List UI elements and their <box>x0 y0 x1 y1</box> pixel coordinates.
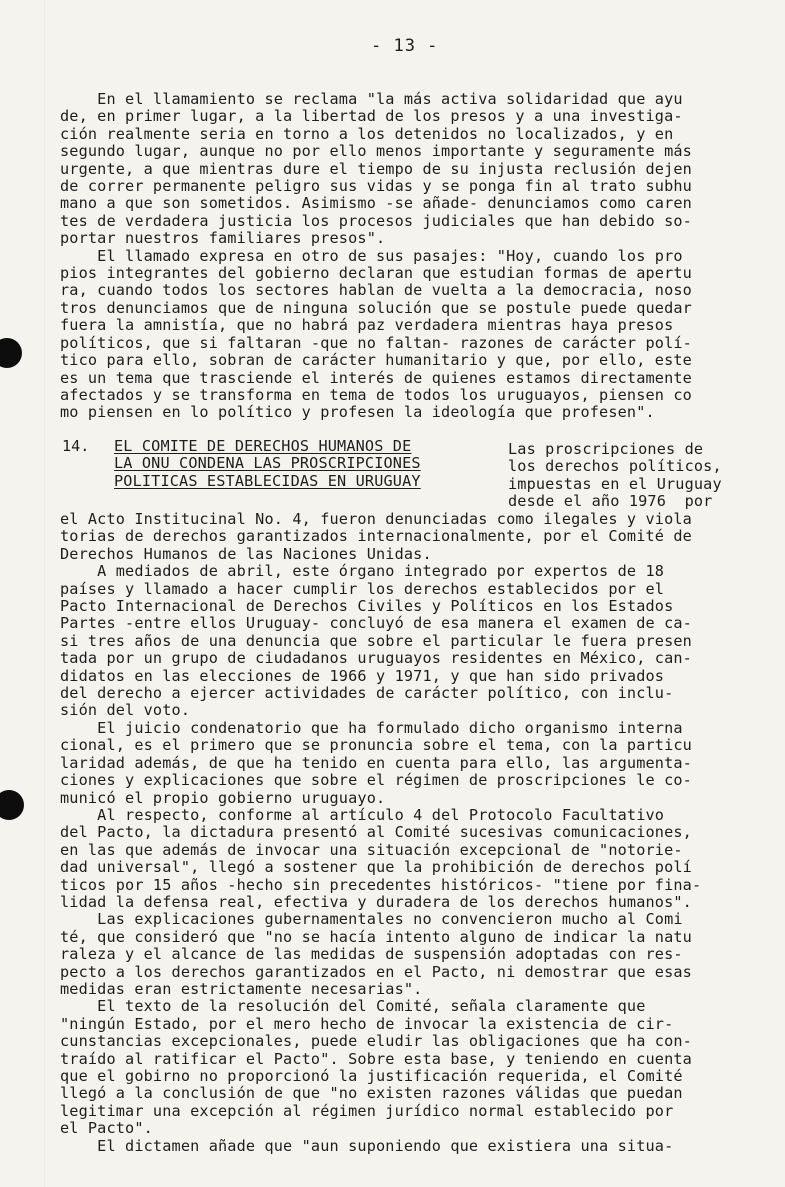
text-line: dad universal", llegó a sostener que la prohibición de derechos polí <box>60 858 692 877</box>
text-line: didatos en las elecciones de 1966 y 1971, y que han sido privados <box>60 666 665 685</box>
text-line: llegó a la conclusión de que "no existen razones válidas que puedan <box>60 1084 683 1103</box>
text-line: políticos, que si faltaran -que no faltan- razones de carácter polí- <box>60 333 692 352</box>
text-line: de, en primer lugar, a la libertad de los presos y a una investiga- <box>60 107 683 126</box>
text-line: del derecho a ejercer actividades de carácter político, con inclu- <box>60 684 674 703</box>
text-line: torias de derechos garantizados internacionalmente, por el Comité de <box>60 527 692 546</box>
text-line: El juicio condenatorio que ha formulado dicho organismo interna <box>60 718 683 737</box>
text-line: té, que consideró que "no se hacía intento alguno de indicar la natu <box>60 927 692 946</box>
text-line: "ningún Estado, por el mero hecho de invocar la existencia de cir- <box>60 1014 674 1033</box>
text-line: el Pacto". <box>60 1119 153 1138</box>
text-line: Las explicaciones gubernamentales no convencieron mucho al Comi <box>60 910 683 929</box>
text-line: cional, es el primero que se pronuncia sobre el tema, con la particu <box>60 736 692 755</box>
page-margin <box>44 0 45 1187</box>
text-line: segundo lugar, aunque no por ello menos importante y seguramente más <box>60 142 692 161</box>
text-line: tico para ello, sobran de carácter humanitario y que, por ello, este <box>60 351 692 370</box>
text-line: ticos por 15 años -hecho sin precedentes históricos- "tiene por fina- <box>60 875 702 894</box>
text-line: ra, cuando todos los sectores hablan de vuelta a la democracia, noso <box>60 281 692 300</box>
text-line: países y llamado a hacer cumplir los derechos establecidos por el <box>60 579 665 598</box>
text-line: cunstancias excepcionales, puede eludir las obligaciones que ha con- <box>60 1032 692 1051</box>
text-line: es un tema que trasciende el interés de quienes estamos directamente <box>60 368 692 387</box>
section-title <box>114 438 454 490</box>
punch-hole-bottom <box>0 790 24 820</box>
text-line: del Pacto, la dictadura presentó al Comité sucesivas comunicaciones, <box>60 823 692 842</box>
text-line: pecto a los derechos garantizados en el Pacto, ni demostrar que esas <box>60 962 692 981</box>
text-line: ción realmente seria en torno a los detenidos no localizados, y en <box>60 124 674 143</box>
text-line: El dictamen añade que "aun suponiendo que existiera una situa- <box>60 1136 674 1155</box>
text-line: afectados y se transforma en tema de todos los uruguayos, piensen co <box>60 385 692 404</box>
intro-line: desde el año 1976 por <box>508 492 713 511</box>
text-line: medidas eran estrictamente necesarias". <box>60 979 423 998</box>
text-line: el Acto Institucinal No. 4, fueron denunciadas como ilegales y viola <box>60 510 692 528</box>
title-line: EL COMITE DE DERECHOS HUMANOS DE <box>114 437 412 455</box>
text-line: tes de verdadera justicia los procesos judiciales que han debido so- <box>60 211 692 230</box>
text-line: si tres años de una denuncia que sobre el particular le fuera presen <box>60 631 692 650</box>
text-line: tros denunciamos que de ninguna solución que se postule puede quedar <box>60 298 692 317</box>
text-line: mano a que son sometidos. Asimismo -se añade- denunciamos como caren <box>60 194 692 213</box>
section-paragraphs-1 <box>60 91 760 422</box>
section-intro <box>508 441 770 511</box>
intro-line: los derechos políticos, <box>508 457 722 476</box>
text-line: Pacto Internacional de Derechos Civiles y Políticos en los Estados <box>60 597 674 616</box>
title-line: LA ONU CONDENA LAS PROSCRIPCIONES <box>114 454 421 473</box>
punch-hole-top <box>0 338 22 368</box>
text-line: Derechos Humanos de las Naciones Unidas. <box>60 544 432 563</box>
page-number: - 13 - <box>371 36 439 56</box>
intro-line: impuestas en el Uruguay <box>508 474 722 493</box>
text-line: laridad además, de que ha tenido en cuenta para ello, las argumenta- <box>60 753 692 772</box>
text-line: urgente, a que mientras dure el tiempo de su injusta reclusión dejen <box>60 159 692 178</box>
text-line: mo piensen en lo político y profesen la ideología que profesen". <box>60 403 655 422</box>
text-line: tada por un grupo de ciudadanos uruguayos residentes en México, can- <box>60 649 692 668</box>
text-line: Partes -entre ellos Uruguay- concluyó de esa manera el examen de ca- <box>60 614 692 633</box>
text-line: A mediados de abril, este órgano integrado por expertos de 18 <box>60 562 665 581</box>
text-line: que el gobirno no proporcionó la justificación requerida, el Comité <box>60 1067 683 1085</box>
text-line: pios integrantes del gobierno declaran que estudian formas de apertu <box>60 264 692 283</box>
text-line: raleza y el alcance de las medidas de suspensión adoptadas con res- <box>60 945 683 964</box>
text-line: sión del voto. <box>60 701 191 720</box>
text-line: fuera la amnistía, que no habrá paz verdadera mientras haya presos <box>60 316 674 335</box>
text-line: traído al ratificar el Pacto". Sobre esta base, y teniendo en cuenta <box>60 1049 692 1068</box>
text-line: de correr permanente peligro sus vidas y se ponga fin al trato subhu <box>60 177 692 196</box>
title-line: POLITICAS ESTABLECIDAS EN URUGUAY <box>114 471 421 490</box>
text-line: lidad la defensa real, efectiva y duradera de los derechos humanos". <box>60 892 692 911</box>
text-line: Al respecto, conforme al artículo 4 del Protocolo Facultativo <box>60 805 665 824</box>
text-line: El texto de la resolución del Comité, señala claramente que <box>60 997 646 1016</box>
section-paragraphs-2 <box>60 511 760 1155</box>
intro-line: Las proscripciones de <box>508 440 704 458</box>
text-line: El llamado expresa en otro de sus pasajes: "Hoy, cuando los pro <box>60 246 683 265</box>
text-line: En el llamamiento se reclama "la más activa solidaridad que ayu <box>60 90 683 108</box>
text-line: municó el propio gobierno uruguayo. <box>60 788 386 807</box>
text-line: en las que además de invocar una situación excepcional de "notorie- <box>60 840 683 859</box>
text-line: legitimar una excepción al régimen jurídico normal establecido por <box>60 1101 674 1120</box>
section-number: 14. <box>62 437 90 455</box>
text-line: portar nuestros familiares presos". <box>60 229 386 248</box>
text-line: ciones y explicaciones que sobre el régimen de proscripciones le co- <box>60 771 692 790</box>
